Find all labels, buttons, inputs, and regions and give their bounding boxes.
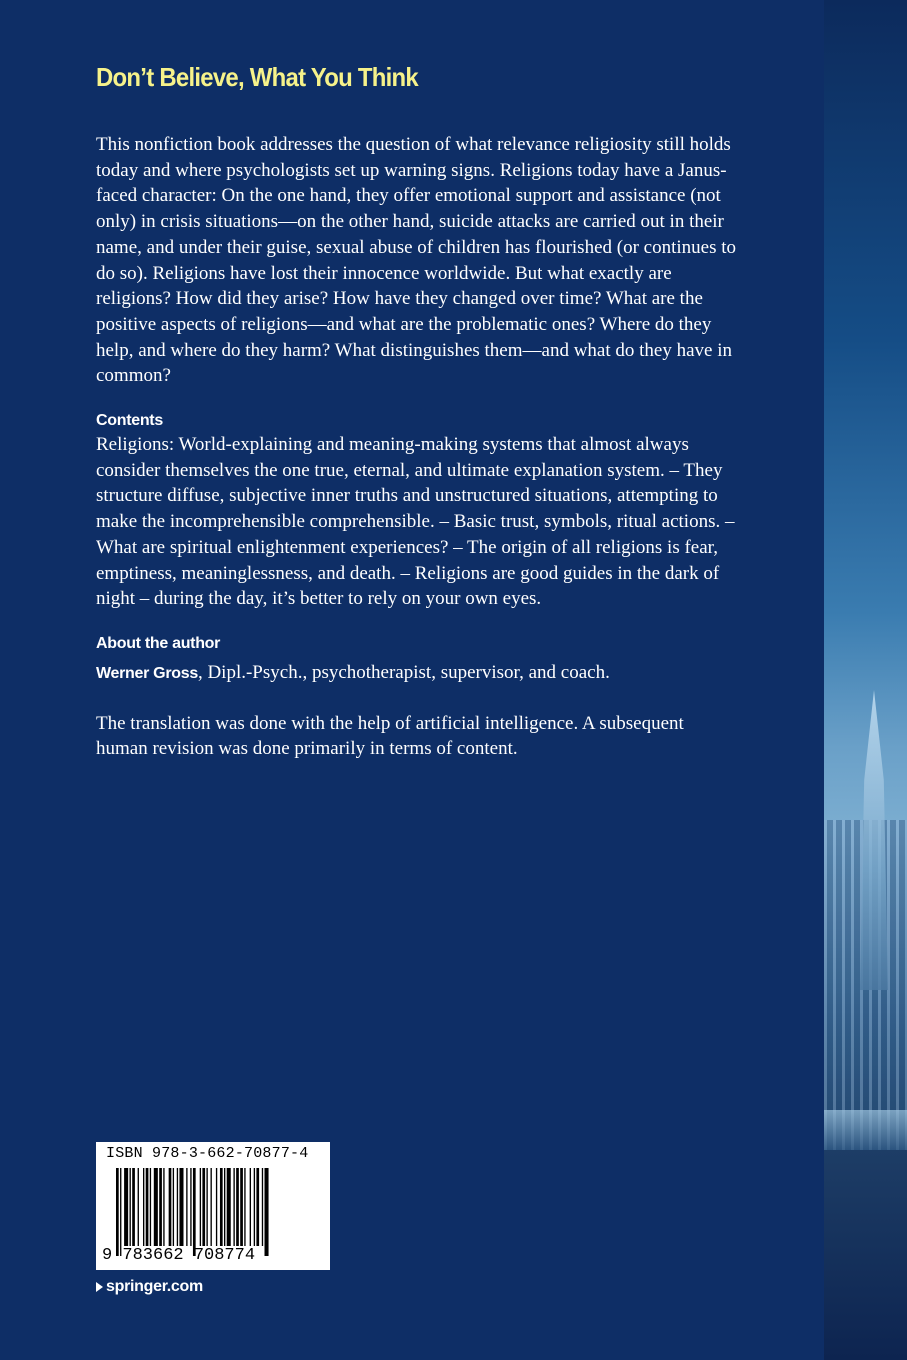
barcode-bar xyxy=(138,1168,139,1246)
barcode-bar xyxy=(190,1168,191,1246)
cover-art-strip xyxy=(824,0,907,1360)
barcode-bar xyxy=(124,1168,128,1246)
barcode-bar xyxy=(244,1168,245,1246)
barcode-bar xyxy=(132,1168,135,1246)
barcode-bar xyxy=(216,1168,217,1246)
contents-heading: Contents xyxy=(96,412,163,430)
about-author-heading: About the author xyxy=(96,634,221,652)
isbn-label: ISBN 978-3-662-70877-4 xyxy=(106,1145,309,1162)
book-description: This nonfiction book addresses the question of what relevance religiosity still holds today and where psychologists set up warning signs. Religions today have a Janus-faced character: On the one hand, they offer emotional support and assistance (not only) in crisis situations—on the other hand, suicide attacks are carried out in their name, and under their guise, sexual abuse of children has flourished (or continues to do so). Religions have lost their innocence worldwide. But what exactly are religions? How did they arise? How have they changed over time? What are the positive aspects of religions—and what are the problematic ones? Where do they help, and where do they harm? What distinguishes them—and what do they have in common? xyxy=(96,134,737,387)
contents-text: Religions: World-explaining and meaning-making systems that almost always consider themselves the one true, eternal, and ultimate explanation system. – They structure diffuse, subjective inner truths and unstructured situations, attempting to make the incomprehensible comprehensible. – Basic trust, symbols, ritual actions. – What are spiritual enlightenment experiences? – The origin of all religions is fear, emptiness, meaninglessness, and death. – Religions are good guides in the dark of night – during the day, it’s better to rely on your own eyes. xyxy=(96,434,735,610)
barcode-bar xyxy=(233,1168,234,1246)
website-label: springer.com xyxy=(106,1278,203,1295)
barcode-bar xyxy=(236,1168,239,1246)
barcode-bar xyxy=(179,1168,183,1246)
author-credentials: , Dipl.-Psych., psychotherapist, supervisor, and coach. xyxy=(197,661,610,683)
skyscraper-image xyxy=(860,690,888,990)
barcode-bar xyxy=(143,1168,144,1246)
barcode-bar xyxy=(227,1168,231,1246)
author-bio xyxy=(96,660,738,687)
barcode-bar xyxy=(146,1168,149,1246)
barcode-bar xyxy=(150,1168,151,1246)
window-ledge-image xyxy=(824,1110,907,1150)
barcode-bar xyxy=(186,1168,187,1246)
barcode-bar xyxy=(177,1168,178,1246)
barcode-bar xyxy=(240,1168,243,1246)
author-name: Werner Gross xyxy=(96,664,198,682)
barcode-bar xyxy=(262,1168,263,1246)
barcode-bar xyxy=(116,1168,119,1256)
barcode-bar xyxy=(163,1168,164,1246)
barcode-bar xyxy=(154,1168,158,1246)
floor-image xyxy=(824,1150,907,1360)
barcode-bar xyxy=(193,1168,196,1256)
barcode-bar xyxy=(159,1168,162,1246)
barcode-bar xyxy=(120,1168,121,1256)
barcode-digits: 9 783662 708774 xyxy=(102,1246,256,1265)
translation-note: The translation was done with the help of artificial intelligence. A subsequent human revision was done primarily in terms of content. xyxy=(96,712,684,760)
barcode-bar xyxy=(173,1168,174,1246)
barcode-bar xyxy=(130,1168,131,1246)
publisher-website[interactable] xyxy=(96,1278,203,1296)
barcode-bar xyxy=(256,1168,259,1246)
barcode-bar xyxy=(254,1168,255,1246)
barcode-bars xyxy=(116,1168,314,1256)
back-cover-text xyxy=(96,60,738,762)
isbn-barcode xyxy=(96,1142,330,1270)
barcode-bar xyxy=(211,1168,212,1246)
barcode-bar xyxy=(202,1168,205,1246)
barcode-bar xyxy=(220,1168,223,1246)
barcode-bar xyxy=(200,1168,201,1246)
barcode-bar xyxy=(206,1168,207,1246)
book-title: Don’t Believe, What You Think xyxy=(96,62,418,92)
barcode-bar xyxy=(169,1168,172,1246)
barcode-bar xyxy=(265,1168,269,1256)
barcode-bar xyxy=(250,1168,251,1246)
barcode-bar xyxy=(224,1168,225,1246)
triangle-arrow-icon xyxy=(96,1282,103,1292)
